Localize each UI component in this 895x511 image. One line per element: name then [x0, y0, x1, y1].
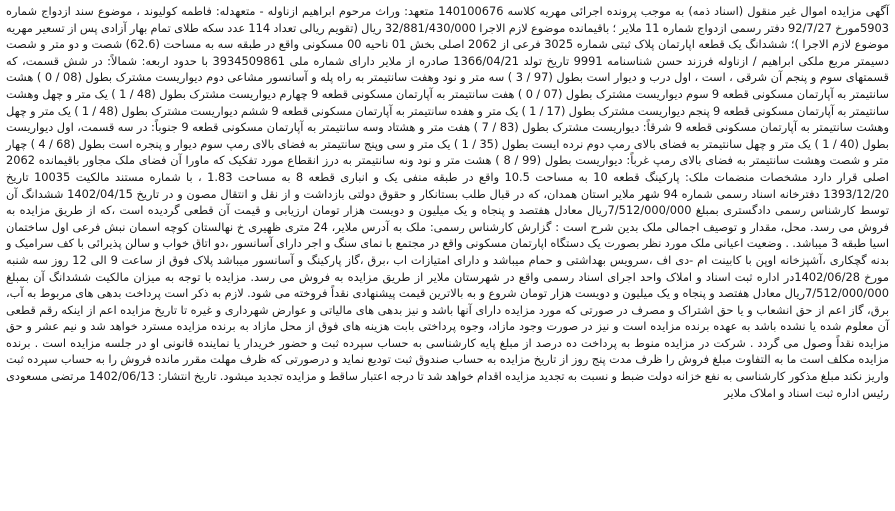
notice-body-text: آگهی مزایده اموال غیر منقول (اسناد ذمه) به موجب پرونده اجرائی مهریه کلاسه 140100676 متعهد: وراث مرحوم ابراهیم ازناوله - متعهدله: فاطمه کولیوند ، موضوع سند ازدواج شماره 5903مورخ 92/7/27 دفتر رسمی ازدواج شماره 11 ملایر ؛ باقیمانده موضوع لازم الاجرا 32/881/430/000 ریال (تقویم ریالی تعداد 114 عدد سکه طلای تمام بهار آزادی پس از تسعیر مهریه موضوع لازم الاجرا )؛ ششدانگ یک قطعه اپارتمان پلاک ثبتی شماره 3025 فرعی از 2062 اصلی بخش 01 ناحیه 00 مسکونی واقع در طبقه سه به مساحت (62.6) شصت و دو متر و شصت دسیمتر مربع ملکی ابراهیم / ازناوله فرزند حسن شناسنامه 9991 تاریخ تولد 1366/04/21 صادره از ملایر دارای شماره ملی 3934509861 با حدود اربعه: شمالاً: در شش قسمت، که قسمتهای سوم و پنجم آن شرقی ، است ، اول درب و دیوار است بطول (97 / 3 ) سه متر و نود وهفت سانتیمتر به راه پله و آسانسور مشاعی دوم دیواریست مشترک بطول (08 / 0 ) هشت سانتیمتر به آپارتمان مسکونی قطعه 9 سوم دیواریست مشترک بطول (07 / 0 ) هفت سانتیمتر به آپارتمان مسکونی قطعه 9 چهارم دیواریست مشترک بطول (48 / 1 ) یک متر و چهل وهشت سانتیمتر به آپارتمان مسکونی قطعه 9 پنجم دیواریست مشترک بطول (17 / 1 ) یک متر و هفده سانتیمتر به آپارتمان مسکونی قطعه 9 ششم دیواریست مشترک بطول (48 / 1 ) یک متر و چهل وهشت سانتیمتر به آپارتمان مسکونی قطعه 9 شرقاً: دیواریست مشترک بطول (83 / 7 ) هفت متر و هشتاد وسه سانتیمتر به آپارتمان مسکونی قطعه 9 جنوباً: در سه قسمت، اول دیواریست بطول (40 / 1 ) یک متر و چهل سانتیمتر به فضای بالای رمپ دوم نرده ایست بطول (35 / 1 ) یک متر و سی وپنج سانتیمتر به فضای بالای رمپ سوم دیوار و پنجره است بطول (68 / 4 ) چهار متر و شصت وهشت سانتیمتر به فضای بالای رمپ غرباً: دیواریست بطول (99 / 8 ) هشت متر و نود ونه سانتیمتر به درز انقطاع مورد تفکیک که ماورا آن فضای ملک مجاور باقیمانده 2062 اصلی قرار دارد مشخصات منضمات ملک: پارکینگ قطعه 10 به مساحت 10.5 واقع در طبقه منفی یک و انباری قطعه 8 به مساحت 1.83 ، با شماره مستند مالکیت 10035 تاریخ 1393/12/20 دفترخانه اسناد رسمی شماره 94 شهر ملایر استان همدان، که در قبال طلب بستانکار و حقوق دولتی بازداشت و از نقل و انتقال مصون و در تاریخ 1402/04/15 ششدانگ آن توسط کارشناس رسمی دادگستری بمبلغ 7/512/000/000ریال معادل هفتصد و پنجاه و یک میلیون و دویست هزار تومان ارزیابی و قیمت آن قطعی گردیده است ،که از طریق مزایده به فروش می رسد. محل، مقدار و توصیف اجمالی ملک بدین شرح است : گزارش کارشناس رسمی: ملک به آدرس ملایر، 24 متری ظهیری خ نهالستان کوچه اسمان نبش فرعی اول ساختمان اسیا طبقه 3 میباشد. . وضعیت اعیانی ملک مورد نظر بصورت یک دستگاه اپارتمان مسکونی واقع در مجتمع با نمای سنگ و اجر دارای آسانسور ،دو اتاق خواب و سالن پذیرائی با کف سرامیک و بدنه گچکاری ،آشپزخانه اوپن با کابینت ام -دی اف ،سرویس بهداشتی و حمام میباشد و دارای امتیازات اب ،برق ،گاز پارکینگ و آسانسور میباشد پلاک فوق از ساعت 9 الی 12 روز سه شنبه مورخ 1402/06/28در اداره ثبت اسناد و املاک واحد اجرای اسناد رسمی واقع در شهرستان ملایر از طریق مزایده به فروش می رسد. مزایده با توجه به میزان مالکیت ششدانگ آن بمبلغ 7/512/000/000ریال معادل هفتصد و پنجاه و یک میلیون و دویست هزار تومان شروع و به بالاترین قیمت پیشنهادی نقداً فروخته می شود. لازم به ذکر است پرداخت بدهی های مربوط به آب، برق، گاز اعم از حق انشعاب و یا حق اشتراک و مصرف در صورتی که مورد مزایده دارای آنها باشد و نیز بدهی های مالیاتی و عوارض شهرداری و غیره تا تاریخ مزایده اعم از اینکه رقم قطعی آن معلوم شده یا نشده باشد به عهده برنده مزایده است و نیز در صورت وجود مازاد، وجوه پرداختی بابت هزینه های فوق از محل مازاد به برنده مزایده مسترد خواهد شد و نیم عشر و حق مزایده نقداً وصول می گردد . شرکت در مزایده منوط به پرداخت ده درصد از مبلغ پایه کارشناسی به حساب سپرده ثبت و حضور خریدار یا نماینده قانونی او در جلسه مزایده است . برنده مزایده مکلف است ما به التفاوت مبلغ فروش را ظرف مدت پنج روز از تاریخ مزایده به حساب صندوق ثبت تودیع نماید و درصورتی که ظرف مهلت مقرر مانده فروش را به حساب سپرده ثبت واریز نکند مبلغ مذکور کارشناسی به نفع خزانه دولت ضبط و نسبت به تجدید مزایده اقدام خواهد شد تا درجه اعتبار ساقط و مزایده تجدید میشود. تاریخ انتشار: 1402/06/13 مرتضی مسعودی رئیس اداره ثبت اسناد و املاک ملایر	[6, 4, 890, 400]
